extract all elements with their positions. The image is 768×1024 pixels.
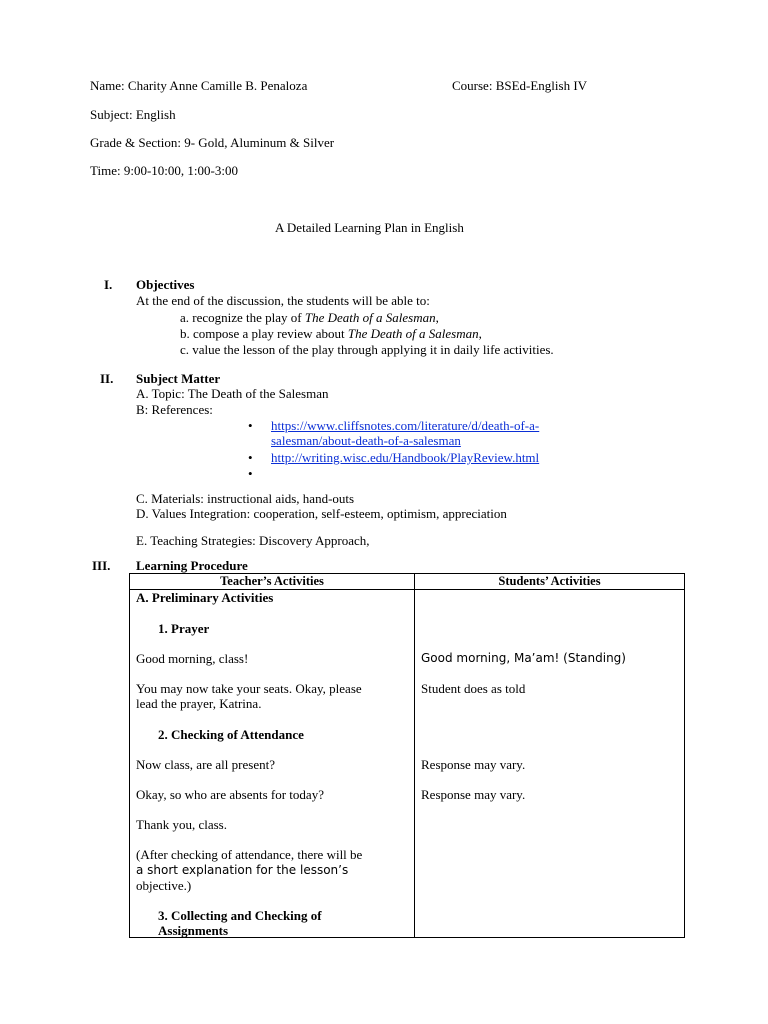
table-header-row [130, 574, 685, 590]
student-greeting: Good morning, Ma’am! (Standing) [421, 651, 626, 665]
table-row [130, 590, 685, 938]
teacher-present-question: Now class, are all present? [136, 757, 275, 772]
student-name: Name: Charity Anne Camille B. Penaloza [90, 78, 308, 93]
bullet-icon: • [248, 418, 253, 433]
teacher-note-line3: objective.) [136, 878, 192, 893]
materials: C. Materials: instructional aids, hand-outs [136, 491, 355, 506]
prayer-heading: 1. Prayer [158, 621, 210, 636]
course: Course: BSEd-English IV [452, 78, 588, 93]
teaching-strategies: E. Teaching Strategies: Discovery Approach, [136, 533, 370, 548]
student-response: Student does as told [421, 681, 526, 696]
cliffsnotes-link-cont[interactable]: salesman/about-death-of-a-salesman [271, 433, 461, 448]
teacher-seats-line1: You may now take your seats. Okay, please [136, 681, 362, 696]
teacher-note-line2: a short explanation for the lesson’s [136, 863, 349, 877]
values-integration: D. Values Integration: cooperation, self-esteem, optimism, appreciation [136, 506, 507, 521]
topic: A. Topic: The Death of the Salesman [136, 386, 329, 401]
teacher-seats-line2: lead the prayer, Katrina. [136, 696, 262, 711]
time: Time: 9:00-10:00, 1:00-3:00 [90, 163, 238, 178]
objectives-intro: At the end of the discussion, the students will be able to: [136, 293, 430, 308]
teacher-greeting: Good morning, class! [136, 651, 249, 666]
objectives-heading: Objectives [136, 277, 195, 292]
preliminary-activities: A. Preliminary Activities [136, 590, 274, 605]
bullet-icon: • [248, 466, 253, 481]
bullet-icon: • [248, 450, 253, 465]
cliffsnotes-link[interactable]: https://www.cliffsnotes.com/literature/d/death-of-a- [271, 418, 540, 433]
procedure-heading: Learning Procedure [136, 558, 248, 573]
students-activities-cell [415, 590, 685, 938]
objective-item: c. value the lesson of the play through applying it in daily life activities. [180, 342, 554, 357]
document-title: A Detailed Learning Plan in English [275, 220, 464, 235]
subject-matter-heading: Subject Matter [136, 371, 221, 386]
grade-section: Grade & Section: 9- Gold, Aluminum & Silver [90, 135, 335, 150]
activities-table [129, 573, 685, 938]
teacher-absents-question: Okay, so who are absents for today? [136, 787, 324, 802]
references-label: B: References: [136, 402, 213, 417]
objective-item: a. recognize the play of The Death of a Salesman, [180, 310, 439, 325]
objective-item: b. compose a play review about The Death of a Salesman, [180, 326, 482, 341]
wisc-link[interactable]: http://writing.wisc.edu/Handbook/PlayReview.html [271, 450, 540, 465]
teacher-note-line1: (After checking of attendance, there will be [136, 847, 363, 862]
procedure-numeral: III. [92, 558, 111, 573]
subject-matter-numeral: II. [100, 371, 114, 386]
attendance-heading: 2. Checking of Attendance [158, 727, 304, 742]
student-response: Response may vary. [421, 787, 526, 802]
teacher-activities-cell [130, 590, 415, 938]
objectives-numeral: I. [104, 277, 113, 292]
collecting-heading-line2: Assignments [158, 923, 229, 938]
collecting-heading-line1: 3. Collecting and Checking of [158, 908, 322, 923]
subject: Subject: English [90, 107, 176, 122]
students-column-header: Students’ Activities [415, 574, 685, 590]
teacher-column-header: Teacher’s Activities [130, 574, 415, 590]
student-response: Response may vary. [421, 757, 526, 772]
teacher-thanks: Thank you, class. [136, 817, 227, 832]
